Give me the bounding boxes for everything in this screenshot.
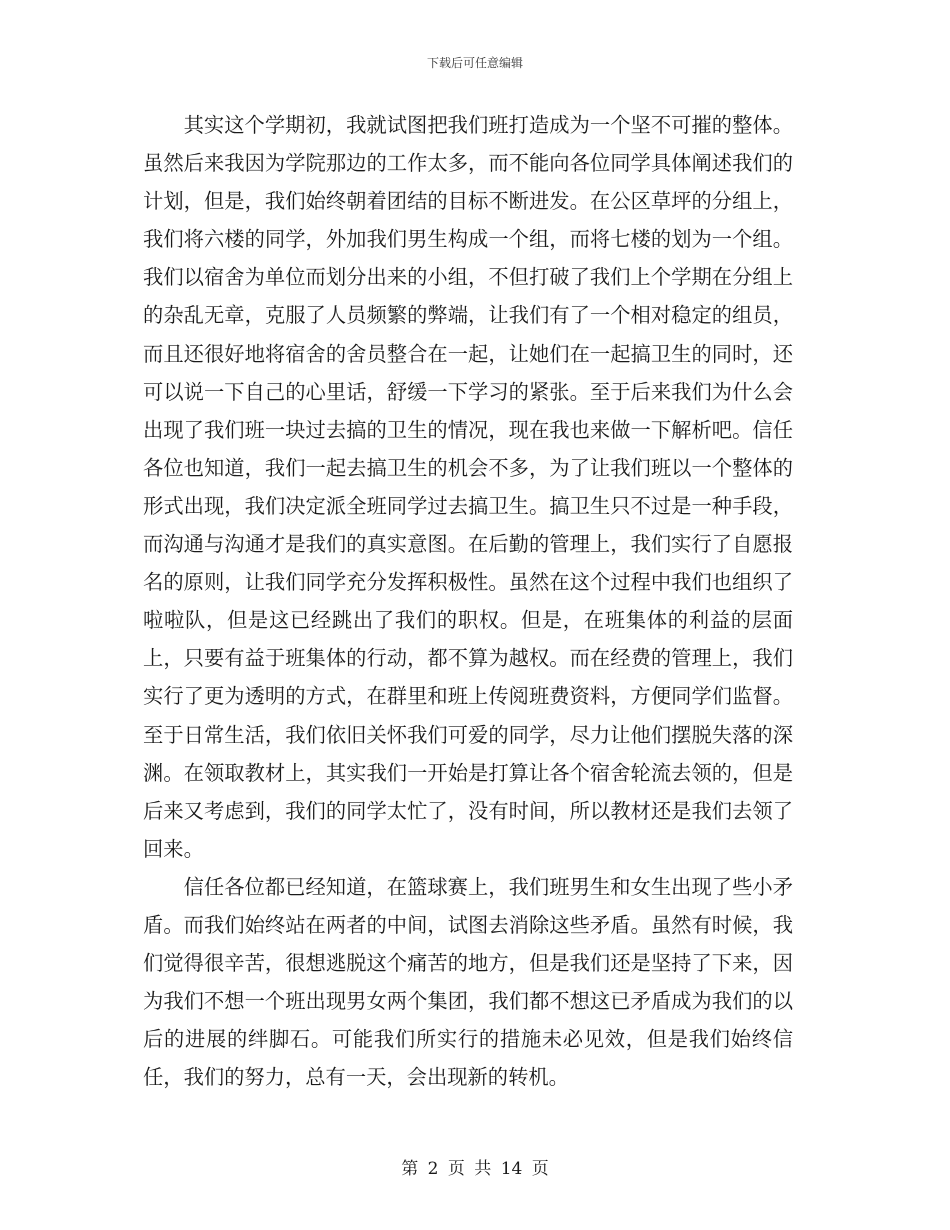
paragraph-2: 信任各位都已经知道，在篮球赛上，我们班男生和女生出现了些小矛盾。而我们始终站在两者的中间，试图去消除这些矛盾。虽然有时候，我们觉得很辛苦，很想逃脱这个痛苦的地方，但是我们还是坚持了下来，因为我们不想一个班出现男女两个集团，我们都不想这已矛盾成为我们的以后的进展的绊脚石。可能我们所实行的措施未必见效，但是我们始终信任，我们的努力，总有一天，会出现新的转机。 [143, 874, 793, 1090]
paragraph-1: 其实这个学期初，我就试图把我们班打造成为一个坚不可摧的整体。虽然后来我因为学院那边的工作太多，而不能向各位同学具体阐述我们的计划，但是，我们始终朝着团结的目标不断进发。在公区草坪的分组上，我们将六楼的同学，外加我们男生构成一个组，而将七楼的划为一个组。我们以宿舍为单位而划分出来的小组，不但打破了我们上个学期在分组上的杂乱无章，克服了人员频繁的弊端，让我们有了一个相对稳定的组员，而且还很好地将宿舍的舍员整合在一起，让她们在一起搞卫生的同时，还可以说一下自己的心里话，舒缓一下学习的紧张。至于后来我们为什么会出现了我们班一块过去搞的卫生的情况，现在我也来做一下解析吧。信任各位也知道，我们一起去搞卫生的机会不多，为了让我们班以一个整体的形式出现，我们决定派全班同学过去搞卫生。搞卫生只不过是一种手段，而沟通与沟通才是我们的真实意图。在后勤的管理上，我们实行了自愿报名的原则，让我们同学充分发挥积极性。虽然在这个过程中我们也组织了啦啦队，但是这已经跳出了我们的职权。但是，在班集体的利益的层面上，只要有益于班集体的行动，都不算为越权。而在经费的管理上，我们实行了更为透明的方式，在群里和班上传阅班费资料，方便同学们监督。至于日常生活，我们依旧关怀我们可爱的同学，尽力让他们摆脱失落的深渊。在领取教材上，其实我们一开始是打算让各个宿舍轮流去领的，但是后来又考虑到，我们的同学太忙了，没有时间，所以教材还是我们去领了回来。 [143, 113, 793, 861]
document-body [143, 106, 793, 1096]
page-header: 下载后可任意编辑 [426, 56, 523, 70]
page-number-footer: 第 2 页 共 14 页 [401, 1159, 549, 1179]
